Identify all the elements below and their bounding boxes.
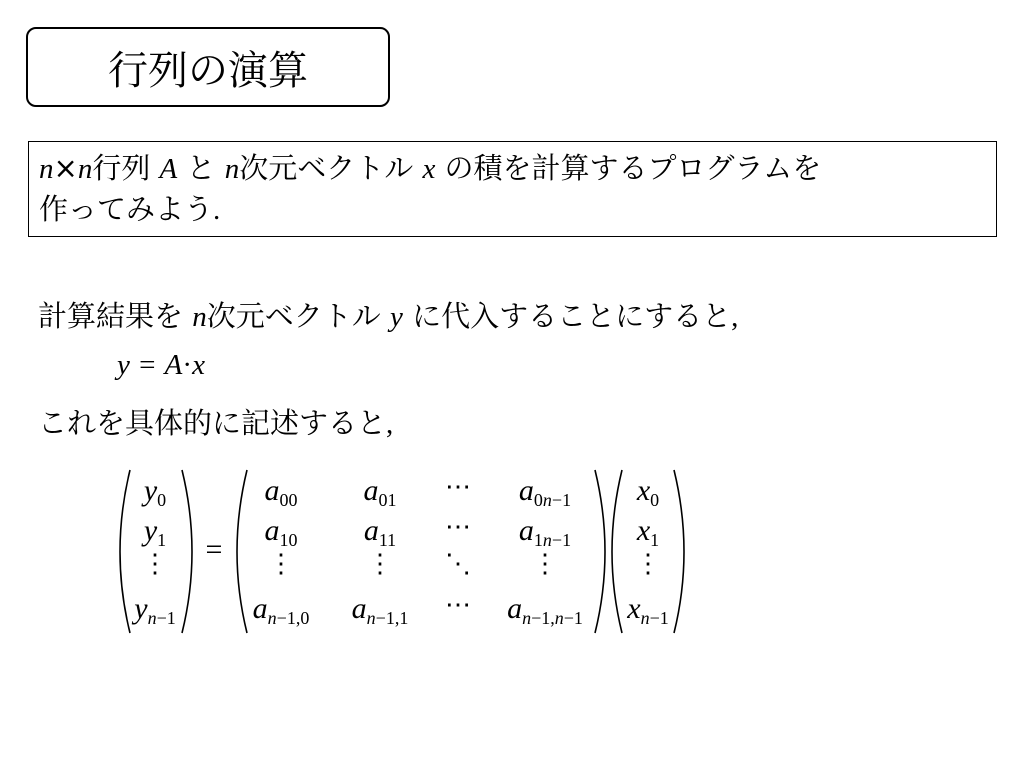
- matrix-entry: $a_{11}$: [363, 514, 397, 550]
- eq-x: x: [192, 349, 205, 381]
- times-sign: ×: [53, 151, 78, 185]
- task-text: の積を計算するプログラムを: [444, 151, 822, 185]
- task-text: 作ってみよう: [39, 192, 214, 226]
- eq-lhs: y: [117, 349, 130, 381]
- var-n: n: [192, 301, 207, 333]
- matrix-entry: $a_{00}$: [264, 474, 298, 510]
- var-y: y: [389, 301, 403, 333]
- matrix-entry: $a_{n-1,n-1}$: [507, 592, 583, 628]
- y-vector-entry: $y_{n-1}$: [134, 592, 176, 628]
- task-text: と: [186, 151, 216, 185]
- y-vector-vdots: ⋮: [142, 549, 168, 579]
- a-right-paren: [595, 470, 605, 633]
- matrix-entry: $a_{n-1,0}$: [252, 592, 310, 628]
- concrete-text: これを具体的に記述すると: [38, 406, 387, 440]
- matrix-hdots: ⋯: [445, 590, 471, 620]
- matrix-entry: $a_{n-1,1}$: [351, 592, 409, 628]
- matrix-hdots: ⋯: [445, 472, 471, 502]
- var-n: n: [224, 153, 240, 185]
- eq-A: A: [164, 349, 183, 381]
- page-title: 行列の演算: [108, 47, 308, 94]
- comma: ,: [386, 408, 394, 440]
- x-vector-vdots: ⋮: [635, 549, 661, 579]
- matrix-equals-sign: =: [205, 533, 223, 566]
- a-left-paren: [237, 470, 247, 633]
- comma: ,: [731, 301, 739, 333]
- matrix-entry: $a_{1n-1}$: [518, 514, 572, 550]
- var-n: n: [77, 153, 93, 185]
- y-vector-entry: $y_1$: [143, 514, 167, 550]
- matrix-vdots: ⋮: [268, 549, 294, 579]
- matrix-ddots: ⋱: [445, 549, 471, 579]
- matrix-entry: $a_{0n-1}$: [518, 474, 572, 510]
- result-text: 計算結果を: [38, 299, 184, 333]
- matrix-entry: $a_{01}$: [363, 474, 397, 510]
- var-x: x: [422, 153, 436, 185]
- y-right-paren: [182, 470, 192, 633]
- var-n: n: [39, 153, 54, 185]
- x-left-paren: [612, 470, 622, 633]
- x-right-paren: [674, 470, 684, 633]
- matrix-entry: $a_{10}$: [264, 514, 298, 550]
- x-vector-entry: $x_1$: [636, 514, 660, 550]
- matrix-hdots: ⋯: [445, 512, 471, 542]
- x-vector-entry: $x_{n-1}$: [627, 592, 669, 628]
- y-left-paren: [120, 470, 130, 633]
- result-text: 次元ベクトル: [206, 299, 381, 333]
- x-vector-entry: $x_0$: [636, 474, 660, 510]
- task-text: 行列: [92, 151, 151, 185]
- var-A: A: [159, 153, 178, 185]
- matrix-vdots: ⋮: [367, 549, 393, 579]
- eq-dot: ·: [182, 349, 193, 381]
- matrix-vdots: ⋮: [532, 549, 558, 579]
- y-vector-entry: $y_0$: [143, 474, 167, 510]
- eq-sign: =: [139, 349, 156, 381]
- task-text: 次元ベクトル: [239, 151, 414, 185]
- period: .: [213, 194, 221, 226]
- result-text: に代入することにすると: [412, 299, 732, 333]
